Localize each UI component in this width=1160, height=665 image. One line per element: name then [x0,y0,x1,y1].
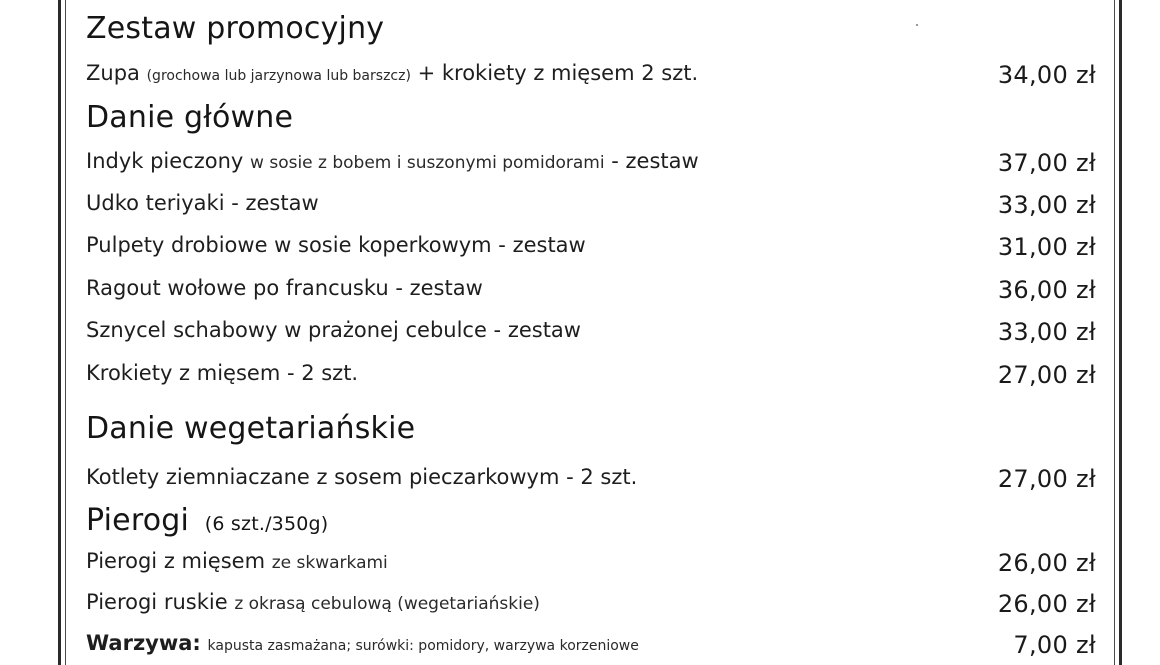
section-title: Zestaw promocyjny [86,11,385,46]
item-name-start: Zupa [86,61,140,85]
item-price: 36,00 zł [997,276,1096,304]
item-name: Pulpety drobiowe w sosie koperkowym - zestaw [86,233,586,257]
item-name-start: Pierogi z mięsem [86,549,266,573]
item-price: 34,00 zł [997,61,1096,89]
item-name: Sznycel schabowy w prażonej cebulce - zestaw [86,318,581,342]
item-price: 7,00 zł [1013,631,1096,659]
paper-speck [916,24,918,26]
item-price: 27,00 zł [997,465,1096,493]
item-price: 37,00 zł [997,149,1096,177]
item-name: Kotlety ziemniaczane z sosem pieczarkowym - 2 szt. [86,465,638,489]
menu-item-main-1 [86,149,1098,179]
item-price: 33,00 zł [997,318,1096,346]
section-heading-promo [86,11,384,46]
item-price: 26,00 zł [997,590,1096,618]
item-name [86,590,540,614]
menu-item-pierogi-1 [86,549,1098,579]
item-name [86,631,639,655]
item-name-start: Indyk pieczony [86,149,244,173]
section-heading-pierogi [86,503,328,538]
item-label: Warzywa: [86,631,201,655]
section-heading-vegetarian [86,411,415,446]
menu-item-main-2 [86,191,1098,221]
section-title: Pierogi [86,503,190,538]
menu-item-vegetarian-1 [86,465,1098,495]
menu-item-main-3 [86,233,1098,263]
item-price: 27,00 zł [997,361,1096,389]
item-price: 33,00 zł [997,191,1096,219]
section-title: Danie wegetariańskie [86,411,416,446]
menu-item-vegetables [86,631,1098,661]
menu-item-main-5 [86,318,1098,348]
menu-item-main-6 [86,361,1098,391]
item-name [86,61,698,85]
item-detail: w sosie z bobem i suszonymi pomidorami [250,153,605,173]
menu-item-promo-set [86,61,1098,91]
item-name: Krokiety z mięsem - 2 szt. [86,361,359,385]
item-suffix: - zestaw [611,149,699,173]
section-heading-main [86,100,293,135]
item-detail: z okrasą cebulową (wegetariańskie) [234,594,540,614]
menu-item-pierogi-2 [86,590,1098,620]
section-title: Danie główne [86,100,294,135]
item-name-end: + krokiety z mięsem 2 szt. [417,61,699,85]
item-price: 26,00 zł [997,549,1096,577]
item-name [86,549,388,573]
item-detail: kapusta zasmażana; surówki: pomidory, warzywa korzeniowe [207,638,639,654]
item-detail: (grochowa lub jarzynowa lub barszcz) [146,68,411,84]
section-note: (6 szt./350g) [204,513,329,535]
item-name-start: Pierogi ruskie [86,590,228,614]
item-price: 31,00 zł [997,233,1096,261]
item-name [86,149,699,173]
item-name: Udko teriyaki - zestaw [86,191,319,215]
item-detail: ze skwarkami [271,553,388,573]
item-name: Ragout wołowe po francusku - zestaw [86,276,483,300]
menu-item-main-4 [86,276,1098,306]
